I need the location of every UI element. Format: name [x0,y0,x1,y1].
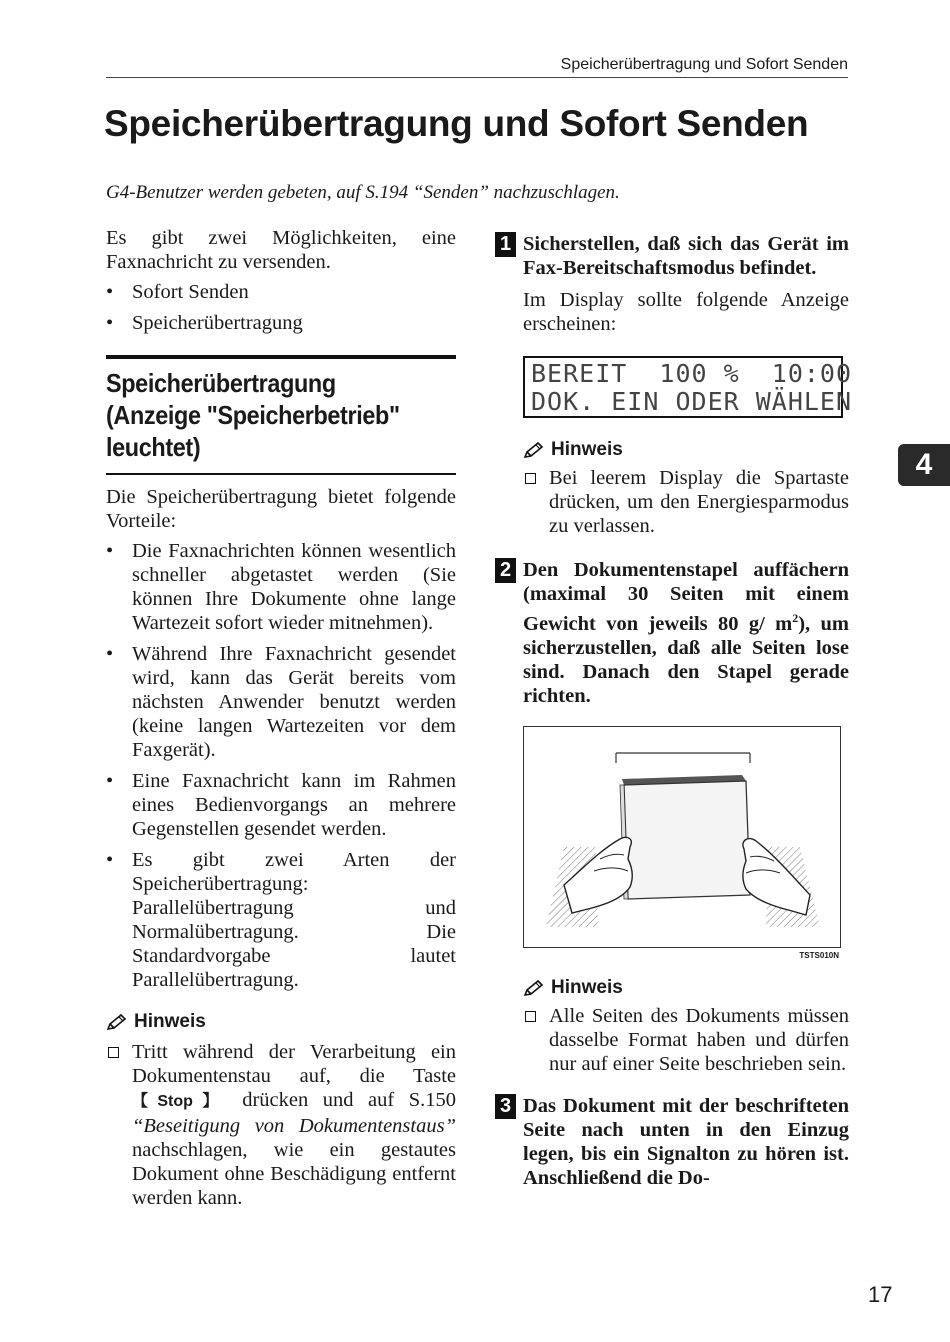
intro-note: G4-Benutzer werden gebeten, auf S.194 “Senden” nachzuschlagen. [106,182,620,203]
note-item: Alle Seiten des Dokuments müssen dasselbe Format haben und dürfen nur auf einer Seite beschrieben sein. [523,1004,849,1076]
section-rule-top [106,355,456,359]
checkbox-icon [525,1011,536,1022]
advantages-intro: Die Speicherübertragung bietet folgende Vorteile: [106,486,456,532]
stop-key-label: 【Stop】 [132,1093,228,1110]
list-item: • Es gibt zwei Arten der Speicherübertragung: Parallelübertragung und Normalübertragung. Die Standardvorgabe lautet Parallelübertragung. [106,849,456,991]
step-2 [495,558,849,708]
header-rule [106,77,848,78]
section-rule-bottom [106,473,456,475]
step-3 [495,1094,849,1190]
step-1 [495,232,849,336]
cross-reference: “Beseitigung von Dokumentenstaus” [132,1115,456,1137]
step-instruction: Den Dokumentenstapel auffächern (maximal 30 Seiten mit einem Gewicht von jeweils 80 g/ $m^2$), um sicherzustellen, daß alle Seiten lose sind. Danach den Stapel gerade richten. [523,559,849,707]
list-item: • Während Ihre Faxnachricht gesendet wird, kann das Gerät bereits vom nächsten Anwender benutzt werden (keine langen Wartezeiten vor dem Faxgerät). [106,643,456,761]
note-heading: Hinweis [523,438,849,462]
list-item: • Speicherübertragung [106,312,303,334]
illustration-fanning-paper [523,726,841,948]
pencil-icon [523,979,545,997]
pencil-icon [106,1013,128,1031]
step2-note [495,976,849,1076]
right-column [495,232,853,1190]
step-number: 1 [495,232,516,257]
page-title: Speicherübertragung und Sofort Senden [104,103,809,144]
note-item: Tritt während der Verarbeitung ein Dokumentenstau auf, die Taste 【Stop】 drücken und auf S.150 “Beseitigung von Dokumentenstaus” nachschlagen, wie ein gestautes Dokument ohne Beschädigung entfernt werden kann. [106,1040,456,1210]
running-header: Speicherübertragung und Sofort Senden [560,56,848,73]
list-item: • Die Faxnachrichten können wesentlich schneller abgetastet werden (Sie können Ihre Dokumente ohne lange Wartezeit sofort wieder mitnehmen). [106,540,456,634]
note-item: Bei leerem Display die Spartaste drücken, um den Energiesparmodus zu verlassen. [523,466,849,538]
step-body: Im Display sollte folgende Anzeige erscheinen: [523,289,849,335]
list-item: • Eine Faxnachricht kann im Rahmen eines Bedienvorgangs an mehrere Gegenstellen gesendet werden. [106,770,456,840]
note-heading: Hinweis [106,1010,456,1034]
checkbox-icon [525,473,536,484]
list-item: • Sofort Senden [106,281,249,303]
figure-code: TSTS010N [799,950,839,960]
page-number: 17 [868,1282,893,1307]
send-options-list [106,280,456,335]
hands-paper-illustration [524,727,840,947]
note-heading: Hinweis [523,976,849,1000]
lcd-line-1: BEREIT 100 % 10:00 [531,359,853,388]
checkbox-icon [108,1047,119,1058]
step-number: 3 [495,1094,516,1119]
advantages-list [106,539,456,992]
chapter-tab: 4 [898,444,950,486]
lcd-line-2: DOK. EIN ODER WÄHLEN [531,387,853,416]
step-instruction: Das Dokument mit der beschrifteten Seite nach unten in den Einzug legen, bis ein Signalton zu hören ist. Anschließend die Do- [523,1094,849,1189]
step1-note [495,438,849,538]
section-heading: Speicherübertragung (Anzeige "Speicherbetrieb" leuchtet) [106,368,400,462]
step-number: 2 [495,558,516,583]
pencil-icon [523,441,545,459]
step-instruction: Sicherstellen, daß sich das Gerät im Fax-Bereitschaftsmodus befindet. [523,233,849,279]
left-column [106,226,456,1210]
intro-paragraph: Es gibt zwei Möglichkeiten, eine Faxnachricht zu versenden. [106,227,456,273]
lcd-display [523,356,853,418]
